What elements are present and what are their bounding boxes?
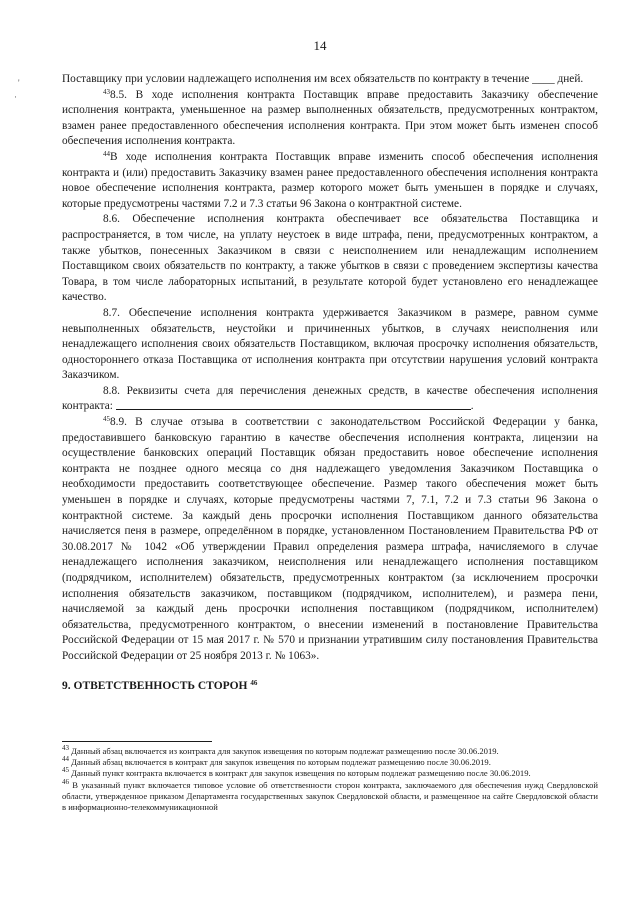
- footnote-43: [62, 746, 598, 757]
- paragraph-8-9: [62, 415, 598, 665]
- paragraph-continuation: [62, 72, 598, 88]
- section-heading: [62, 679, 598, 695]
- paragraph-8-8: [62, 384, 598, 415]
- paragraph-text: В ходе исполнения контракта Поставщик вправе изменить способ обеспечения исполнения контракта и (или) предоставить Заказчику взамен ранее предоставленного обеспечения исполнения контракта новое обеспечение исполнения контракта, размер которого может быть уменьшен в порядке и случаях, которые предусмотрены частями 7.2 и 7.3 статьи 96 Закона о контрактной системе.: [62, 150, 598, 210]
- paragraph-8-6: [62, 212, 598, 306]
- section-heading-text: 9. ОТВЕТСТВЕННОСТЬ СТОРОН: [62, 679, 248, 692]
- footnote-ref-43: 43: [103, 87, 110, 96]
- footnote-44: [62, 757, 598, 768]
- footnote-text: Данный абзац включается из контракта для закупок извещения по которым подлежат размещению после 30.06.2019.: [71, 746, 499, 756]
- footnote-text: Данный абзац включается в контракт для закупок извещения по которым подлежат размещению после 30.06.2019.: [71, 757, 491, 768]
- footnote-text: В указанный пункт включается типовое условие об ответственности сторон контракта, заключаемого для обеспечения нужд Свердловской области, утвержденное приказом Департамента государственных закупок Свердловской области, и размещенное на сайте Свердловской области в информационно-телекоммуникационной: [62, 779, 598, 813]
- paragraph-8-7: [62, 306, 598, 384]
- footnote-ref-45: 45: [103, 415, 110, 424]
- paragraph-text: 8.5. В ходе исполнения контракта Поставщик вправе предоставить Заказчику обеспечение исполнения контракта, уменьшенное на размер выполненных обязательств, предусмотренных контрактом, взамен ранее предоставленного обеспечения исполнения контракта. При этом может быть изменен способ обеспечения исполнения контракта.: [62, 88, 598, 148]
- paragraph-text: 8.6. Обеспечение исполнения контракта обеспечивает все обязательства Поставщика и распространяется, в том числе, на уплату неустоек в виде штрафа, пени, предусмотренных контрактом, а также убытков, понесенных Заказчиком в связи с неисполнением или ненадлежащим исполнением Поставщиком своих обязательств по контракту, а также убытков в связи с проведением экспертизы качества Товара, в том числе лабораторных испытаний, в результате которой будет установлено его ненадлежащее качество.: [62, 213, 598, 304]
- paragraph-8-5: [62, 88, 598, 150]
- paragraph-text-end: .: [470, 400, 474, 413]
- footnote-ref-46: 46: [250, 678, 258, 687]
- paragraph-text: 8.8. Реквизиты счета для перечисления денежных средств, в качестве обеспечения исполнения контракта:: [62, 384, 598, 413]
- page-number: 14: [313, 38, 327, 53]
- footnote-number: 44: [62, 755, 69, 764]
- margin-mark: ': [18, 78, 20, 88]
- footnote-45: [62, 768, 598, 779]
- footnote-number: 43: [62, 744, 69, 752]
- footnote-ref-44: 44: [103, 149, 110, 158]
- footnote-number: 45: [62, 766, 69, 775]
- footnote-46: [62, 777, 598, 814]
- margin-mark: ·: [14, 92, 17, 102]
- blank-line: [116, 409, 471, 410]
- document-body: [62, 72, 598, 694]
- footnote-divider: [62, 741, 212, 742]
- footnote-number: 46: [62, 777, 69, 786]
- footnote-text: Данный пункт контракта включается в контракт для закупок извещения по которым подлежат размещению после 30.06.2019.: [71, 768, 531, 779]
- footnotes: [62, 741, 598, 813]
- paragraph-text: 8.9. В случае отзыва в соответствии с законодательством Российской Федерации у банка, предоставившего банковскую гарантию в качестве обеспечения исполнения контракта, лицензии на осуществление банковских операций Поставщик обязан предоставить новое обеспечение исполнения контракта не позднее одного месяца со дня надлежащего уведомления Заказчиком Поставщика о необходимости предоставить соответствующее обеспечение. Размер такого обеспечения может быть уменьшен в порядке и случаях, которые предусмотрены частями 7, 7.1, 7.2 и 7.3 статьи 96 Закона о контрактной системе. За каждый день просрочки исполнения Поставщиком данного обязательства начисляется пеня в размере, определённом в порядке, установленном Постановлением Правительства РФ от 30.08.2017 № 1042 «Об утверждении Правил определения размера штрафа, начисляемого в случае ненадлежащего исполнения заказчиком, неисполнения или ненадлежащего исполнения поставщиком (подрядчиком, исполнителем) обязательств, предусмотренных контрактом (за исключением просрочки исполнения обязательств заказчиком, поставщиком (подрядчиком, исполнителем), и размера пени, начисляемой за каждый день просрочки исполнения поставщиком (подрядчиком, исполнителем) обязательства, предусмотренного контрактом, о внесении изменений в постановление Правительства Российской Федерации от 15 мая 2017 г. № 570 и признании утратившим силу постановления Правительства Российской Федерации от 25 ноября 2013 г. № 1063».: [62, 416, 598, 662]
- paragraph-text: 8.7. Обеспечение исполнения контракта удерживается Заказчиком в размере, равном сумме невыполненных обязательств, неустойки и причиненных убытков, в случаях неисполнения или ненадлежащего исполнения своих обязательств Поставщиком, включая просрочку исполнения обязательств, одностороннего отказа Поставщика от исполнения контракта при отсутствии нарушения условий контракта Заказчиком.: [62, 306, 598, 382]
- paragraph-8-5-alt: [62, 150, 598, 212]
- paragraph-text: Поставщику при условии надлежащего исполнения им всех обязательств по контракту в течение ____ дней.: [62, 73, 584, 85]
